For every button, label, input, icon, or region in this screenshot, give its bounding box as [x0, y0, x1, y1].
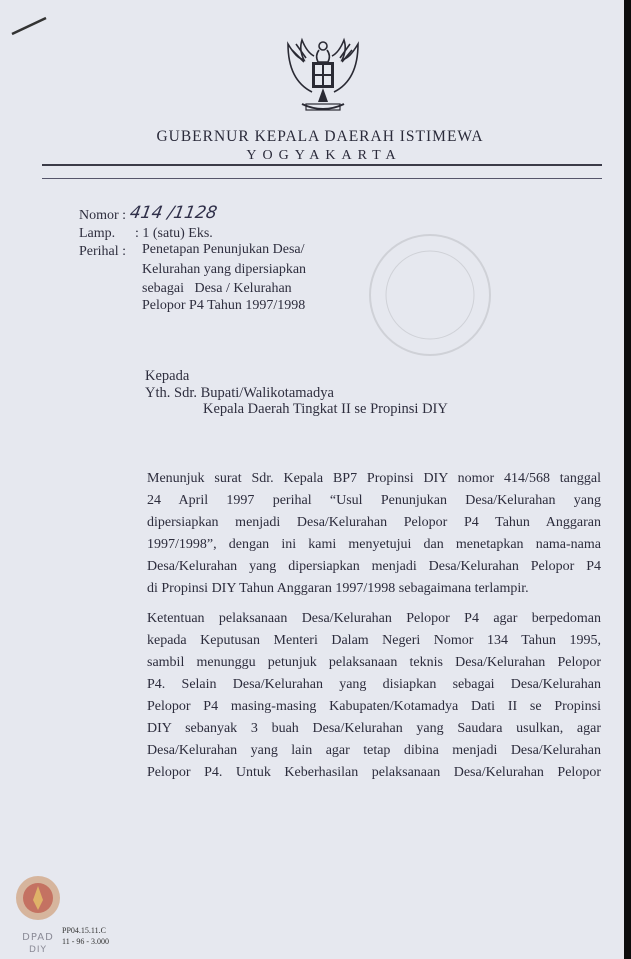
- lamp-label: Lamp.: [79, 226, 116, 241]
- paragraph-line: di Propinsi DIY Tahun Anggaran 1997/1998 sebagaimana terlampir.: [147, 581, 529, 596]
- nomor-handwritten-value: 414 /1128: [128, 203, 219, 223]
- garuda-emblem-icon: [282, 32, 364, 118]
- archive-label: DPAD: [22, 932, 54, 943]
- letterhead-region: YOGYAKARTA: [246, 148, 402, 163]
- lamp-value: : 1 (satu) Eks.: [135, 226, 213, 241]
- faint-stamp-mark: [360, 215, 500, 365]
- paragraph-line: dipersiapkan menjadi Desa/Kelurahan Pelopor P4 Tahun Anggaran: [147, 515, 601, 530]
- form-code: [62, 925, 109, 947]
- paragraph-line: kepada Keputusan Menteri Dalam Negeri Nomor 134 Tahun 1995,: [147, 633, 601, 648]
- paragraph-line: Menunjuk surat Sdr. Kepala BP7 Propinsi DIY nomor 414/568 tanggal: [147, 471, 601, 486]
- paragraph-line: sambil menunggu petunjuk pelaksanaan teknis Desa/Kelurahan Pelopor: [147, 655, 601, 670]
- perihal-line: Penetapan Penunjukan Desa/: [142, 242, 305, 257]
- paragraph-line: Desa/Kelurahan yang dipersiapkan menjadi Desa/Kelurahan Pelopor P4: [147, 559, 601, 574]
- body-paragraph-2: [147, 608, 601, 784]
- perihal-line: Kelurahan yang dipersiapkan: [142, 262, 307, 277]
- recipient-kepada: Kepada: [145, 368, 190, 384]
- body-paragraph-1: [147, 468, 601, 600]
- letterhead-divider-thick: [42, 164, 602, 166]
- perihal-label: Perihal :: [79, 244, 127, 259]
- recipient-line-1: Yth. Sdr. Bupati/Walikotamadya: [145, 385, 334, 401]
- paragraph-line: P4. Selain Desa/Kelurahan yang disiapkan sebagai Desa/Kelurahan: [147, 677, 601, 692]
- perihal-line: Pelopor P4 Tahun 1997/1998: [142, 298, 306, 313]
- letterhead-title: GUBERNUR KEPALA DAERAH ISTIMEWA: [156, 128, 484, 145]
- archive-logo-icon: [12, 868, 64, 956]
- paragraph-line: Desa/Kelurahan yang lain agar tetap dibina menjadi Desa/Kelurahan: [147, 743, 601, 758]
- paragraph-line: 1997/1998”, dengan ini kami menyetujui dan menetapkan nama-nama: [147, 537, 601, 552]
- paragraph-line: Pelopor P4 masing-masing Kabupaten/Kotamadya Dati II se Propinsi: [147, 699, 601, 714]
- nomor-label: Nomor :: [79, 208, 127, 223]
- form-code-line: 11 - 96 - 3.000: [62, 937, 110, 946]
- paragraph-line: 24 April 1997 perihal “Usul Penunjukan Desa/Kelurahan yang: [147, 493, 601, 508]
- paragraph-line: DIY sebanyak 3 buah Desa/Kelurahan yang Saudara usulkan, agar: [147, 721, 601, 736]
- paragraph-line: Ketentuan pelaksanaan Desa/Kelurahan Pelopor P4 agar berpedoman: [147, 611, 601, 626]
- archive-sub-label: DIY: [28, 945, 48, 955]
- paragraph-line: Pelopor P4. Untuk Keberhasilan pelaksanaan Desa/Kelurahan Pelopor: [147, 765, 601, 780]
- perihal-line: sebagai Desa / Kelurahan: [142, 281, 292, 296]
- pen-stroke-mark: [10, 14, 50, 38]
- recipient-line-2: Kepala Daerah Tingkat II se Propinsi DIY: [203, 401, 448, 417]
- letterhead-divider-thin: [42, 178, 602, 179]
- form-code-line: PP04.15.11.C: [62, 926, 106, 935]
